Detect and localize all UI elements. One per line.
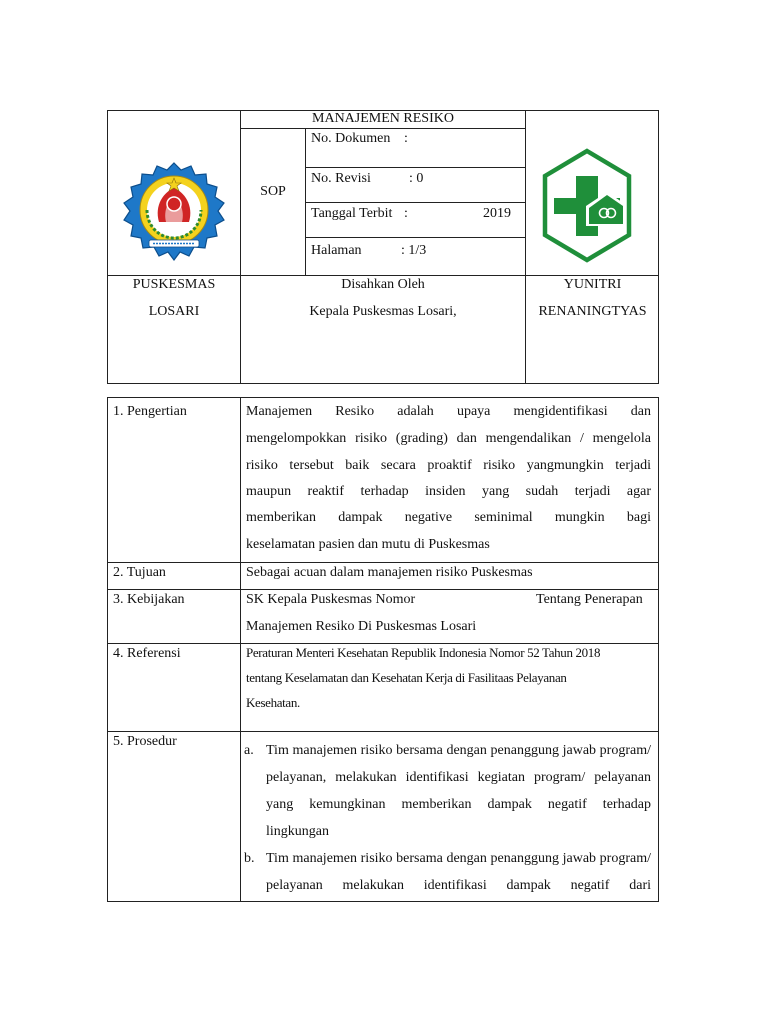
field-sep-halaman: : 1/3 <box>401 243 427 258</box>
procedure-list <box>244 737 651 899</box>
reference-line: tentang Keselamatan dan Kesehatan Kerja di Fasilitaas Pelayanan <box>246 670 567 685</box>
section-body-tujuan: Sebagai acuan dalam manajemen risiko Puskesmas <box>246 565 533 580</box>
header-divider <box>305 202 525 203</box>
paragraph-line: risiko tersebut baik secara proaktif risiko yangmungkin terjadi <box>246 458 651 473</box>
document-title: MANAJEMEN RESIKO <box>312 111 454 126</box>
header-divider <box>305 167 525 168</box>
approver-title: Kepala Puskesmas Losari, <box>309 304 457 319</box>
procedure-item <box>244 737 651 845</box>
field-label-no-revisi: No. Revisi <box>311 171 371 186</box>
paragraph-line: maupun reaktif terhadap insiden yang sudah terjadi agar <box>246 484 651 499</box>
puskesmas-emblem-icon <box>119 160 229 263</box>
section-body-kebijakan-right: Tentang Penerapan <box>536 592 643 607</box>
paragraph-line: Manajemen Resiko adalah upaya mengidentifikasi dan <box>246 404 651 419</box>
sop-label: SOP <box>260 184 286 199</box>
organization-name: PUSKESMAS <box>132 277 216 292</box>
paragraph-line: memberikan dampak negative seminimal mungkin bagi <box>246 510 651 525</box>
field-label-tanggal-terbit: Tanggal Terbit <box>311 206 393 221</box>
approver-name: YUNITRI <box>563 277 622 292</box>
organization-location: LOSARI <box>148 304 200 319</box>
paragraph-line: keselamatan pasien dan mutu di Puskesmas <box>246 537 490 552</box>
approved-by-label: Disahkan Oleh <box>341 277 425 292</box>
procedure-text: Tim manajemen risiko bersama dengan penanggung jawab program/ pelayanan melakukan identifikasi dampak negatif dari <box>266 851 651 893</box>
procedure-marker: a. <box>244 743 254 758</box>
puskesmas-logo-icon <box>541 148 633 263</box>
header-divider <box>240 110 241 384</box>
field-label-no-dokumen: No. Dokumen <box>311 131 391 146</box>
header-divider <box>305 237 525 238</box>
field-sep-no-revisi: : 0 <box>409 171 424 186</box>
header-divider <box>107 275 659 276</box>
field-value-tanggal-terbit: 2019 <box>483 206 511 221</box>
paragraph-line: mengelompokkan risiko (grading) dan mengendalikan / mengelola <box>246 431 651 446</box>
header-divider <box>240 128 525 129</box>
reference-line: Kesehatan. <box>246 695 300 710</box>
section-label-prosedur: 5. Prosedur <box>113 734 177 749</box>
section-label-pengertian: 1. Pengertian <box>113 404 187 419</box>
procedure-item <box>244 845 651 899</box>
content-divider <box>107 589 659 590</box>
header-divider <box>525 110 526 384</box>
section-body-kebijakan-line2: Manajemen Resiko Di Puskesmas Losari <box>246 619 477 634</box>
field-sep-tanggal-terbit: : <box>404 206 408 221</box>
approver-name: RENANINGTYAS <box>538 304 647 319</box>
field-sep-no-dokumen: : <box>404 131 408 146</box>
field-label-halaman: Halaman <box>311 243 362 258</box>
content-divider <box>107 562 659 563</box>
reference-line: Peraturan Menteri Kesehatan Republik Indonesia Nomor 52 Tahun 2018 <box>246 645 601 660</box>
content-divider <box>240 397 241 902</box>
section-label-kebijakan: 3. Kebijakan <box>113 592 185 607</box>
content-divider <box>107 731 659 732</box>
section-label-tujuan: 2. Tujuan <box>113 565 166 580</box>
procedure-text: Tim manajemen risiko bersama dengan penanggung jawab program/ pelayanan, melakukan identifikasi kegiatan program/ pelayanan yang kemungkinan memberikan dampak negatif terhadap lingkungan <box>266 743 651 839</box>
section-label-referensi: 4. Referensi <box>113 646 181 661</box>
content-divider <box>107 643 659 644</box>
procedure-marker: b. <box>244 851 255 866</box>
section-body-kebijakan-left: SK Kepala Puskesmas Nomor <box>246 592 416 607</box>
